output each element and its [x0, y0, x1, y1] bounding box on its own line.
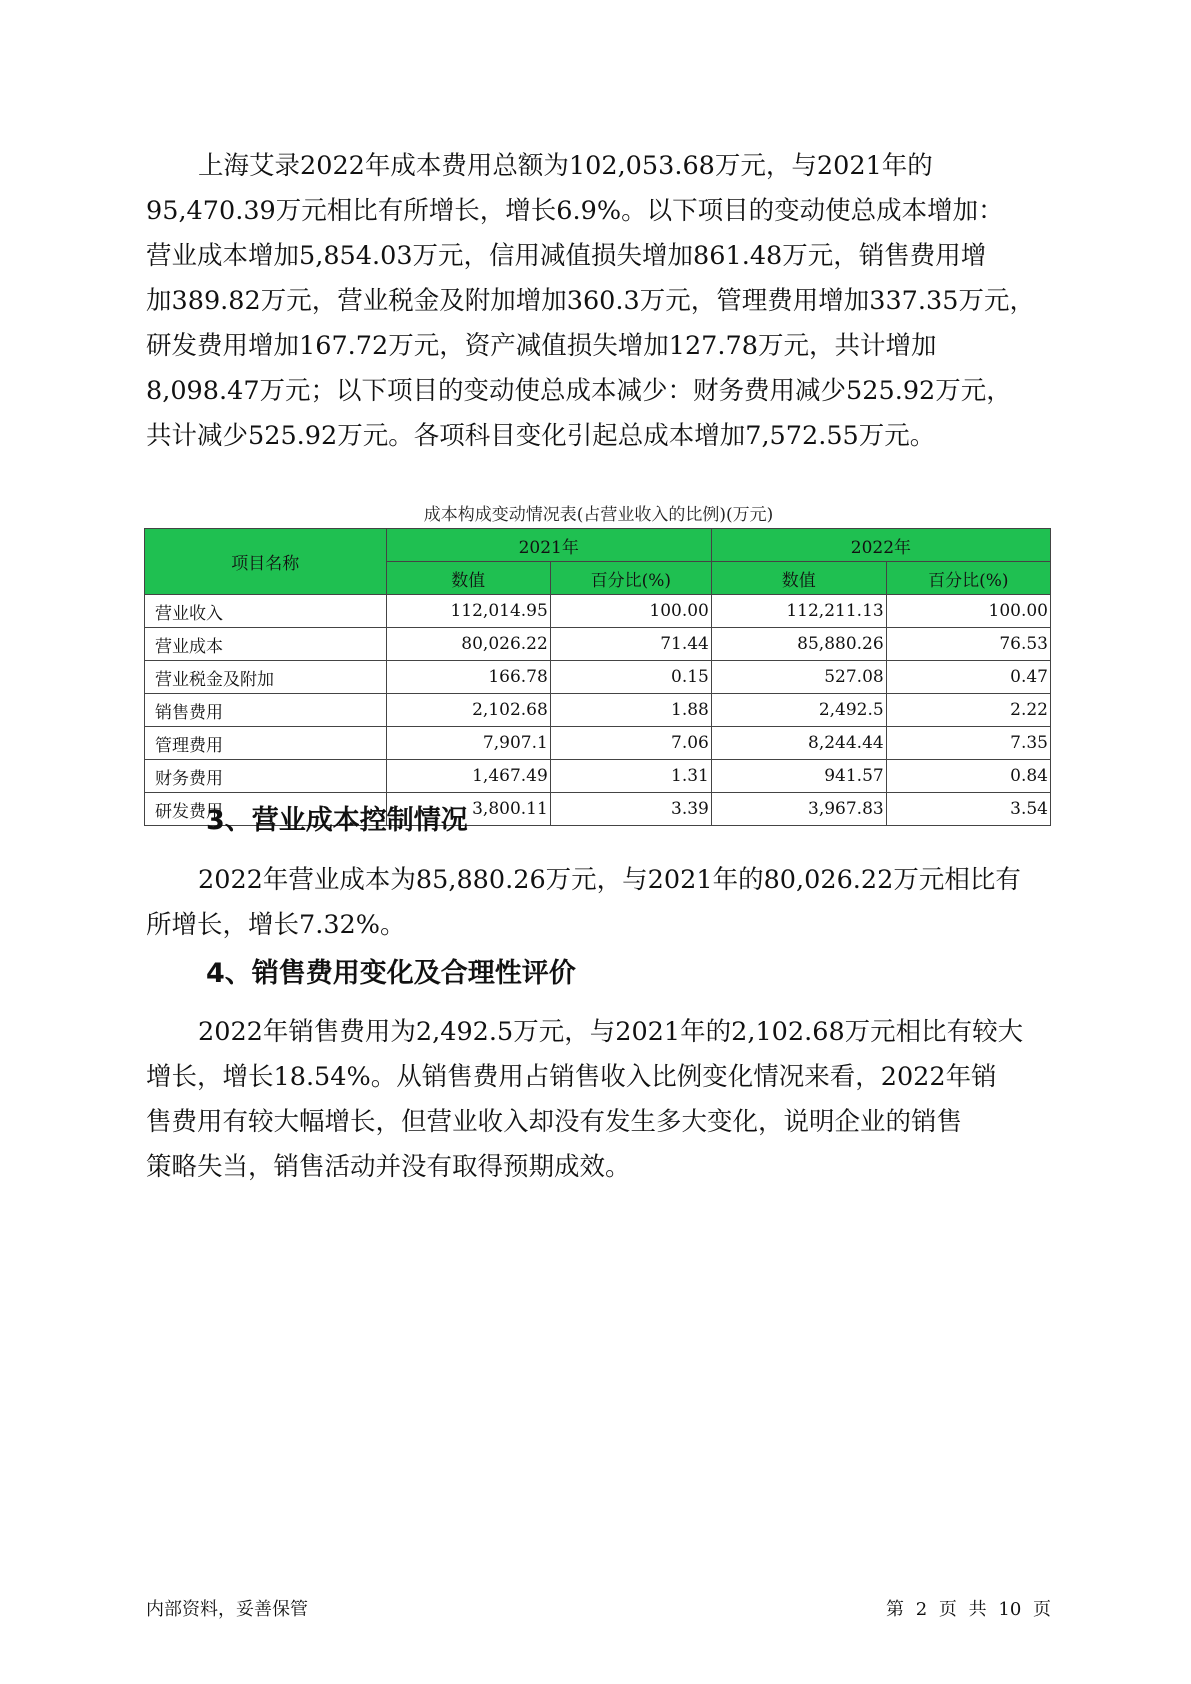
section-4-heading: 4、销售费用变化及合理性评价 [206, 958, 576, 989]
header-year-2022: 2022年 [711, 529, 1050, 562]
paragraph-section-3 [146, 858, 1051, 948]
text-line: 增长，增长18.54%。从销售费用占销售收入比例变化情况来看，2022年销 [146, 1062, 997, 1092]
cell-v2021: 2,102.68 [386, 694, 550, 727]
footer-confidential-note: 内部资料，妥善保管 [146, 1599, 308, 1620]
text-line: 研发费用增加167.72万元，资产减值损失增加127.78万元，共计增加 [146, 331, 937, 361]
cell-p2022: 76.53 [886, 628, 1050, 661]
cell-v2022: 2,492.5 [711, 694, 886, 727]
cell-v2021: 166.78 [386, 661, 550, 694]
cell-v2022: 527.08 [711, 661, 886, 694]
section-3-heading: 3、营业成本控制情况 [206, 805, 468, 836]
table-row [145, 760, 1051, 793]
cell-name: 营业税金及附加 [145, 661, 387, 694]
cell-name: 研发费用 [145, 793, 387, 826]
text-line: 售费用有较大幅增长，但营业收入却没有发生多大变化，说明企业的销售 [146, 1107, 963, 1137]
cell-p2021: 1.88 [550, 694, 711, 727]
paragraph-cost-summary [146, 144, 1051, 459]
table-row [145, 727, 1051, 760]
header-pct-2022: 百分比(%) [886, 562, 1050, 595]
text-line: 所增长，增长7.32%。 [146, 910, 406, 940]
cell-v2022: 3,967.83 [711, 793, 886, 826]
cell-p2021: 71.44 [550, 628, 711, 661]
cell-v2021: 80,026.22 [386, 628, 550, 661]
cell-p2022: 100.00 [886, 595, 1050, 628]
cell-v2022: 85,880.26 [711, 628, 886, 661]
text-line: 加389.82万元，营业税金及附加增加360.3万元，管理费用增加337.35万元， [146, 286, 1035, 316]
cell-v2021: 112,014.95 [386, 595, 550, 628]
cell-p2021: 3.39 [550, 793, 711, 826]
cell-name: 营业成本 [145, 628, 387, 661]
text-line: 95,470.39万元相比有所增长，增长6.9%。以下项目的变动使总成本增加： [146, 196, 1004, 226]
text-line: 策略失当，销售活动并没有取得预期成效。 [146, 1152, 631, 1182]
footer-page-number: 第 2 页 共 10 页 [886, 1599, 1051, 1620]
cell-v2022: 8,244.44 [711, 727, 886, 760]
header-value-2022: 数值 [711, 562, 886, 595]
text-line: 2022年销售费用为2,492.5万元，与2021年的2,102.68万元相比有较大 [198, 1017, 1024, 1047]
cell-name: 管理费用 [145, 727, 387, 760]
cell-p2021: 0.15 [550, 661, 711, 694]
cell-v2022: 941.57 [711, 760, 886, 793]
paragraph-section-4 [146, 1010, 1051, 1190]
cell-v2022: 112,211.13 [711, 595, 886, 628]
cell-v2021: 7,907.1 [386, 727, 550, 760]
header-year-2021: 2021年 [386, 529, 711, 562]
cell-p2021: 7.06 [550, 727, 711, 760]
table-caption: 成本构成变动情况表(占营业收入的比例)(万元) [423, 505, 774, 525]
cell-name: 财务费用 [145, 760, 387, 793]
cell-p2021: 100.00 [550, 595, 711, 628]
text-line: 共计减少525.92万元。各项科目变化引起总成本增加7,572.55万元。 [146, 421, 936, 451]
text-line: 营业成本增加5,854.03万元，信用减值损失增加861.48万元，销售费用增 [146, 241, 987, 271]
text-line: 8,098.47万元；以下项目的变动使总成本减少：财务费用减少525.92万元， [146, 376, 1012, 406]
cell-p2022: 0.84 [886, 760, 1050, 793]
cell-name: 营业收入 [145, 595, 387, 628]
table-row [145, 628, 1051, 661]
cell-v2021: 1,467.49 [386, 760, 550, 793]
table-row [145, 595, 1051, 628]
header-value-2021: 数值 [386, 562, 550, 595]
cell-p2021: 1.31 [550, 760, 711, 793]
cost-structure-table [144, 528, 1051, 826]
text-line: 2022年营业成本为85,880.26万元，与2021年的80,026.22万元相比有 [198, 865, 1021, 895]
cell-p2022: 0.47 [886, 661, 1050, 694]
table-row [145, 694, 1051, 727]
cell-name: 销售费用 [145, 694, 387, 727]
cell-p2022: 3.54 [886, 793, 1050, 826]
header-item-name: 项目名称 [145, 529, 387, 595]
cell-v2021: 3,800.11 [386, 793, 550, 826]
header-pct-2021: 百分比(%) [550, 562, 711, 595]
cell-p2022: 2.22 [886, 694, 1050, 727]
cell-p2022: 7.35 [886, 727, 1050, 760]
text-line: 上海艾录2022年成本费用总额为102,053.68万元，与2021年的 [198, 151, 933, 181]
table-row [145, 661, 1051, 694]
